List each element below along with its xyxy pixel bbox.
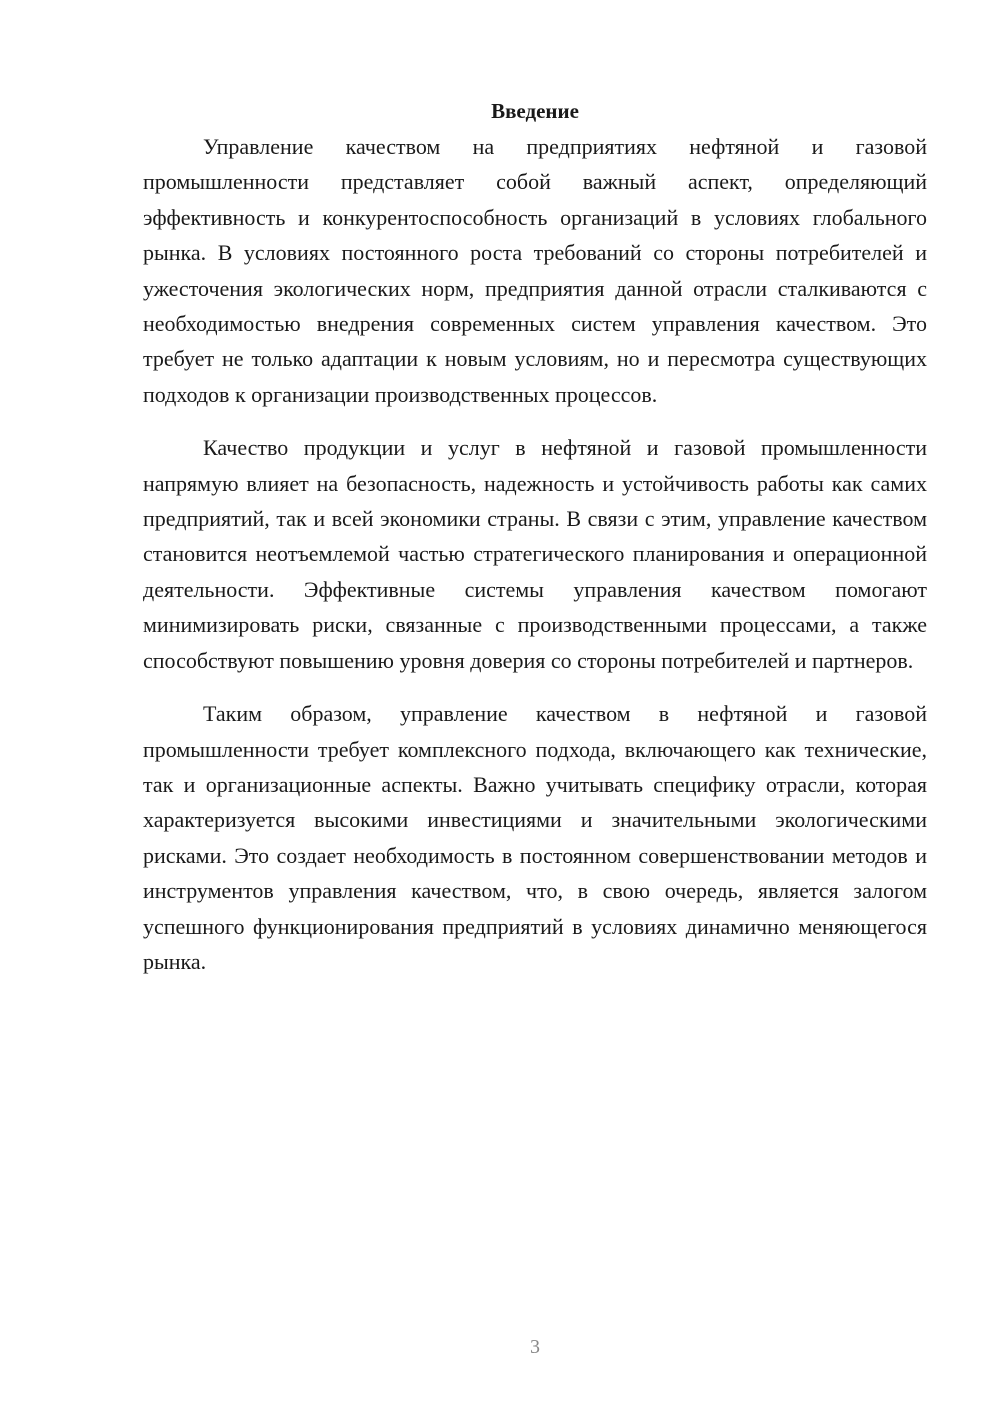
paragraph-1: Управление качеством на предприятиях нефтяной и газовой промышленности представляет собой важный аспект, определяющий эффективность и конкурентоспособность организаций в условиях глобального рынка. В условиях постоянного роста требований со стороны потребителей и ужесточения экологических норм, предприятия данной отрасли сталкиваются с необходимостью внедрения современных систем управления качеством. Это требует не только адаптации к новым условиям, но и пересмотра существующих подходов к организации производственных процессов. xyxy=(143,134,927,407)
paragraph-3: Таким образом, управление качеством в нефтяной и газовой промышленности требует комплексного подхода, включающего как технические, так и организационные аспекты. Важно учитывать специфику отрасли, которая характеризуется высокими инвестициями и значительными экологическими рисками. Это создает необходимость в постоянном совершенствовании методов и инструментов управления качеством, что, в свою очередь, является залогом успешного функционирования предприятий в условиях динамично меняющегося рынка. xyxy=(143,701,927,974)
page-content xyxy=(143,95,927,997)
page-number: 3 xyxy=(530,1336,540,1358)
section-heading: Введение xyxy=(491,99,579,123)
paragraph-2: Качество продукции и услуг в нефтяной и газовой промышленности напрямую влияет на безопасность, надежность и устойчивость работы как самих предприятий, так и всей экономики страны. В связи с этим, управление качеством становится неотъемлемой частью стратегического планирования и операционной деятельности. Эффективные системы управления качеством помогают минимизировать риски, связанные с производственными процессами, а также способствуют повышению уровня доверия со стороны потребителей и партнеров. xyxy=(143,435,927,673)
